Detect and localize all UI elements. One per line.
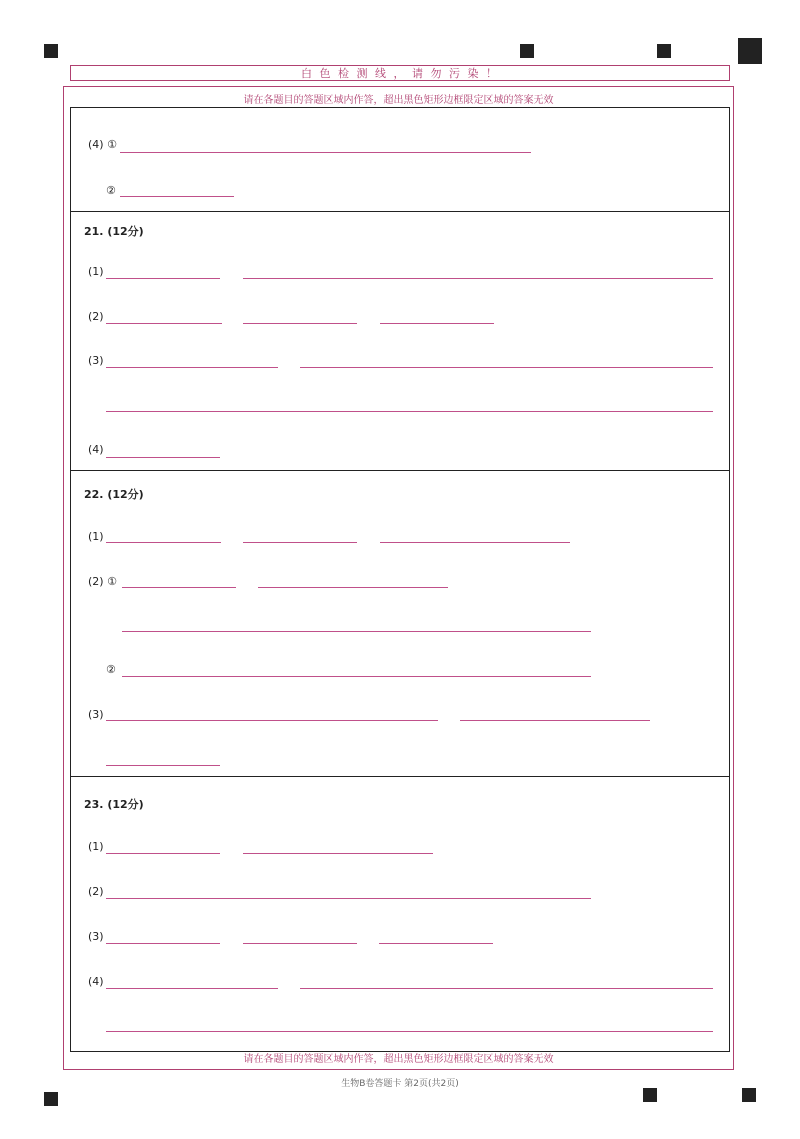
q21-part4-label: (4) — [88, 443, 104, 456]
q23-part3-line-2[interactable] — [243, 943, 357, 944]
q20-part4-label: (4) ① — [88, 138, 117, 151]
answer-area-inner-frame — [70, 107, 730, 1052]
q23-part4-label: (4) — [88, 975, 104, 988]
q21-part2-line-2[interactable] — [243, 323, 357, 324]
q21-part1-line-2[interactable] — [243, 278, 713, 279]
q20-part4-answer-line-2[interactable] — [120, 196, 234, 197]
q23-part2-line-1[interactable] — [106, 898, 591, 899]
page-footer: 生物B卷答题卡 第2页(共2页) — [341, 1079, 459, 1089]
q23-part1-label: (1) — [88, 840, 104, 853]
q20-part4-answer-line-1[interactable] — [120, 152, 531, 153]
section-divider-23 — [70, 776, 730, 777]
q22-part3-line-3[interactable] — [106, 765, 220, 766]
q23-part4-line-2[interactable] — [300, 988, 713, 989]
q22-part2-sub2-label: ② — [106, 663, 116, 676]
q22-part2-label: (2) ① — [88, 575, 117, 588]
q20-part4-sub2-label: ② — [106, 184, 116, 197]
q22-part1-label: (1) — [88, 530, 104, 543]
registration-mark-top-corner — [738, 38, 762, 64]
q23-part4-line-1[interactable] — [106, 988, 278, 989]
q22-part2-line-3[interactable] — [122, 631, 591, 632]
q23-part3-label: (3) — [88, 930, 104, 943]
q21-part3-label: (3) — [88, 354, 104, 367]
q21-title: 21. (12分) — [84, 225, 144, 238]
q23-part1-line-1[interactable] — [106, 853, 220, 854]
registration-mark-top-right — [657, 44, 671, 58]
registration-mark-bottom-mid — [643, 1088, 657, 1102]
q21-part2-label: (2) — [88, 310, 104, 323]
q21-part1-line-1[interactable] — [106, 278, 220, 279]
q23-part3-line-3[interactable] — [379, 943, 493, 944]
section-divider-21 — [70, 211, 730, 212]
q22-part3-label: (3) — [88, 708, 104, 721]
instruction-note-top: 请在各题目的答题区域内作答，超出黑色矩形边框限定区域的答案无效 — [243, 95, 554, 106]
q22-part3-line-2[interactable] — [460, 720, 650, 721]
q21-part4-line-1[interactable] — [106, 457, 220, 458]
q22-part2-line-4[interactable] — [122, 676, 591, 677]
q22-part1-line-1[interactable] — [106, 542, 221, 543]
white-detection-banner: 白 色 检 测 线 ， 请 勿 污 染 ！ — [70, 65, 730, 81]
q22-part2-line-2[interactable] — [258, 587, 448, 588]
q21-part2-line-3[interactable] — [380, 323, 494, 324]
q22-part3-line-1[interactable] — [106, 720, 438, 721]
q22-part1-line-3[interactable] — [380, 542, 570, 543]
q22-part2-line-1[interactable] — [122, 587, 236, 588]
q22-part1-line-2[interactable] — [243, 542, 357, 543]
section-divider-22 — [70, 470, 730, 471]
registration-mark-top-mid — [520, 44, 534, 58]
registration-mark-bottom-left — [44, 1092, 58, 1106]
q23-part2-label: (2) — [88, 885, 104, 898]
q23-part1-line-2[interactable] — [243, 853, 433, 854]
q22-title: 22. (12分) — [84, 488, 144, 501]
registration-mark-bottom-right — [742, 1088, 756, 1102]
q23-part3-line-1[interactable] — [106, 943, 220, 944]
instruction-note-bottom: 请在各题目的答题区域内作答，超出黑色矩形边框限定区域的答案无效 — [243, 1054, 554, 1065]
registration-mark-top-left — [44, 44, 58, 58]
q21-part1-label: (1) — [88, 265, 104, 278]
q23-title: 23. (12分) — [84, 798, 144, 811]
q21-part3-line-1[interactable] — [106, 367, 278, 368]
q21-part3-line-3[interactable] — [106, 411, 713, 412]
q21-part3-line-2[interactable] — [300, 367, 713, 368]
q21-part2-line-1[interactable] — [106, 323, 222, 324]
q23-part4-line-3[interactable] — [106, 1031, 713, 1032]
